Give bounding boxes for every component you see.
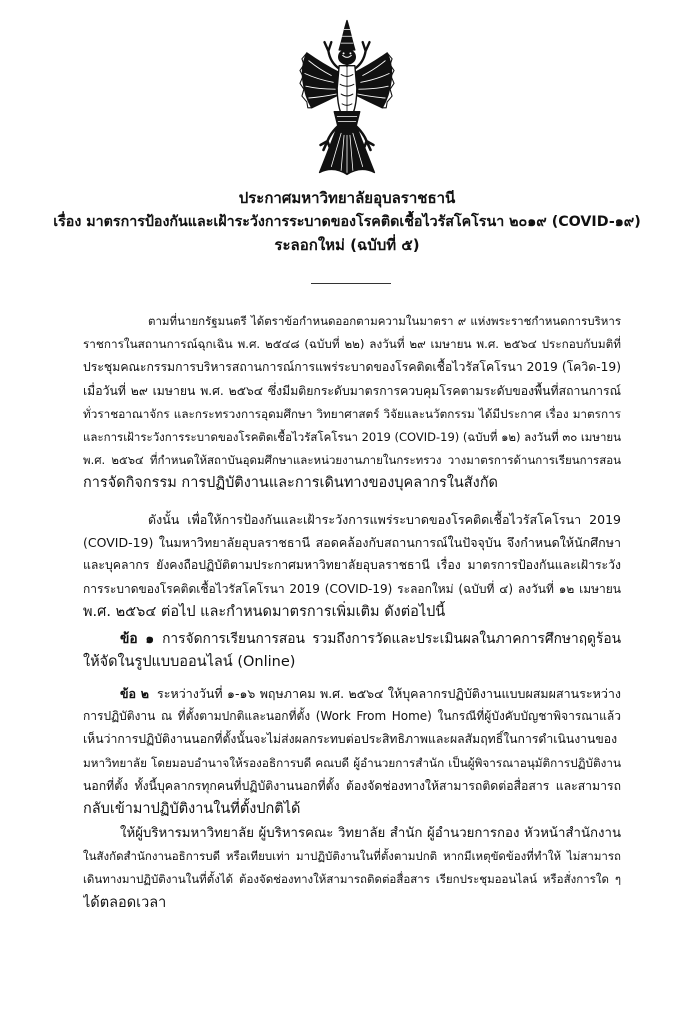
paragraph-line: และบุคลากร ยังคงถือปฏิบัติตามประกาศมหาวิทยาลัยอุบลราชธานี เรื่อง มาตรการป้องกันและเฝ้าระวัง [83,558,621,573]
paragraph-line: การระบาดของโรคติดเชื้อไวรัสโคโรนา 2019 (COVID-19) ระลอกใหม่ (ฉบับที่ ๔) ลงวันที่ ๑๒ เมษายน [83,581,621,596]
preamble-paragraph [83,310,621,496]
paragraph-line: เห็นว่าการปฏิบัติงานนอกที่ตั้งนั้นจะไม่ส่งผลกระทบต่อประสิทธิภาพและผลสัมฤทธิ์ในการดำเนินงานของ [83,732,618,747]
garuda-emblem [298,17,396,179]
paragraph-line: พ.ศ. ๒๕๖๔ ที่กำหนดให้สถาบันอุดมศึกษาและหน่วยงานภายในกระทรวง วางมาตรการด้านการเรียนการสอน [83,453,621,468]
paragraph-line: ดังนั้น เพื่อให้การป้องกันและเฝ้าระวังการแพร่ระบาดของโรคติดเชื้อไวรัสโคโรนา 2019 [148,512,621,527]
heading-separator-line [311,283,391,284]
document-edition: ระลอกใหม่ (ฉบับที่ ๕) [274,236,420,255]
document-title: ประกาศมหาวิทยาลัยอุบลราชธานี [238,189,456,207]
executives-paragraph [83,822,621,915]
clause-1-label: ข้อ ๑ [120,631,155,647]
paragraph-line: ทั่วราชอาณาจักร และกระทรวงการอุดมศึกษา วิทยาศาสตร์ วิจัยและนวัตกรรม ได้มีประกาศ เรื่อง มาตรการ [83,406,621,421]
emblem-crown [339,21,355,50]
paragraph-line: ราชการในสถานการณ์ฉุกเฉิน พ.ศ. ๒๕๔๘ (ฉบับที่ ๒๒) ลงวันที่ ๒๙ เมษายน พ.ศ. ๒๕๖๔ ประกอบกับมติที่ [83,337,621,352]
emblem-head [339,49,356,66]
paragraph-line: (COVID-19) ในมหาวิทยาลัยอุบลราชธานี สอดคล้องกับสถานการณ์ในปัจจุบัน จึงกำหนดให้นักศึกษา [83,535,621,551]
clause-2-paragraph [83,682,621,821]
paragraph-line [83,682,621,705]
emblem-torso [337,66,357,114]
paragraph-line: ประชุมคณะกรรมการบริหารสถานการณ์การแพร่ระบาดของโรคติดเชื้อไวรัสโคโรนา 2019 (โควิด-19) [83,360,621,375]
clause-2-label: ข้อ ๒ [120,686,150,701]
paragraph-line: นอกที่ตั้ง ทั้งนี้บุคลากรทุกคนที่ปฏิบัติงานนอกที่ตั้ง ต้องจัดช่องทางให้สามารถติดต่อสื่อสาร และสามารถ [83,778,621,793]
paragraph-line: การปฏิบัติงาน ณ ที่ตั้งตามปกติและนอกที่ตั้ง (Work From Home) ในกรณีที่ผู้บังคับบัญชาพิจารณาแล้ว [83,709,621,724]
document-heading [50,187,644,258]
document-subject: เรื่อง มาตรการป้องกันและเฝ้าระวังการระบาดของโรคติดเชื้อไวรัสโคโรนา ๒๐๑๙ (COVID-๑๙) [53,213,641,230]
paragraph-line: ได้ตลอดเวลา [83,894,167,911]
paragraph-line: และการเฝ้าระวังการระบาดของโรคติดเชื้อไวรัสโคโรนา 2019 (COVID-19) (ฉบับที่ ๑๒) ลงวันที่ ๓๐ เมษายน [83,430,621,445]
clause-1-text: การจัดการเรียนการสอน รวมถึงการวัดและประเมินผลในภาคการศึกษาฤดูร้อน [162,631,621,647]
paragraph-line: ตามที่นายกรัฐมนตรี ได้ตราข้อกำหนดออกตามความในมาตรา ๙ แห่งพระราชกำหนดการบริหาร [148,314,621,328]
emblem-tail [320,127,375,174]
paragraph-line: ให้จัดในรูปแบบออนไลน์ (Online) [83,654,296,671]
clause-2-text: ระหว่างวันที่ ๑-๑๖ พฤษภาคม พ.ศ. ๒๕๖๔ ให้บุคลากรปฏิบัติงานแบบผสมผสานระหว่าง [157,686,621,701]
clause-1-paragraph [83,628,621,674]
paragraph-line: มหาวิทยาลัย โดยมอบอำนาจให้รองอธิการบดี คณบดี ผู้อำนวยการสำนัก เป็นผู้พิจารณาอนุมัติการปฏิบัติงาน [83,755,621,770]
resolution-paragraph [83,508,621,624]
paragraph-line: ในสังกัดสำนักงานอธิการบดี หรือเทียบเท่า มาปฏิบัติงานในที่ตั้งตามปกติ หากมีเหตุขัดข้องที่ทำให้ ไม่สามารถ [83,849,621,864]
paragraph-line: การจัดกิจกรรม การปฏิบัติงานและการเดินทางของบุคลากรในสังกัด [83,475,498,492]
paragraph-line: เมื่อวันที่ ๒๙ เมษายน พ.ศ. ๒๕๖๔ ซึ่งมีมติยกระดับมาตรการควบคุมโรคตามระดับของพื้นที่สถานการณ์ [83,383,621,398]
paragraph-line [83,628,621,651]
paragraph-line: ให้ผู้บริหารมหาวิทยาลัย ผู้บริหารคณะ วิทยาลัย สำนัก ผู้อำนวยการกอง หัวหน้าสำนักงาน [120,826,621,841]
paragraph-line: เดินทางมาปฏิบัติงานในที่ตั้งได้ ต้องจัดช่องทางให้สามารถติดต่อสื่อสาร เรียกประชุมออนไลน์ หรือสั่งการใด ๆ [83,872,621,887]
paragraph-line: กลับเข้ามาปฏิบัติงานในที่ตั้งปกติได้ [83,801,301,818]
paragraph-line: พ.ศ. ๒๕๖๔ ต่อไป และกำหนดมาตรการเพิ่มเติม ดังต่อไปนี้ [83,603,446,620]
